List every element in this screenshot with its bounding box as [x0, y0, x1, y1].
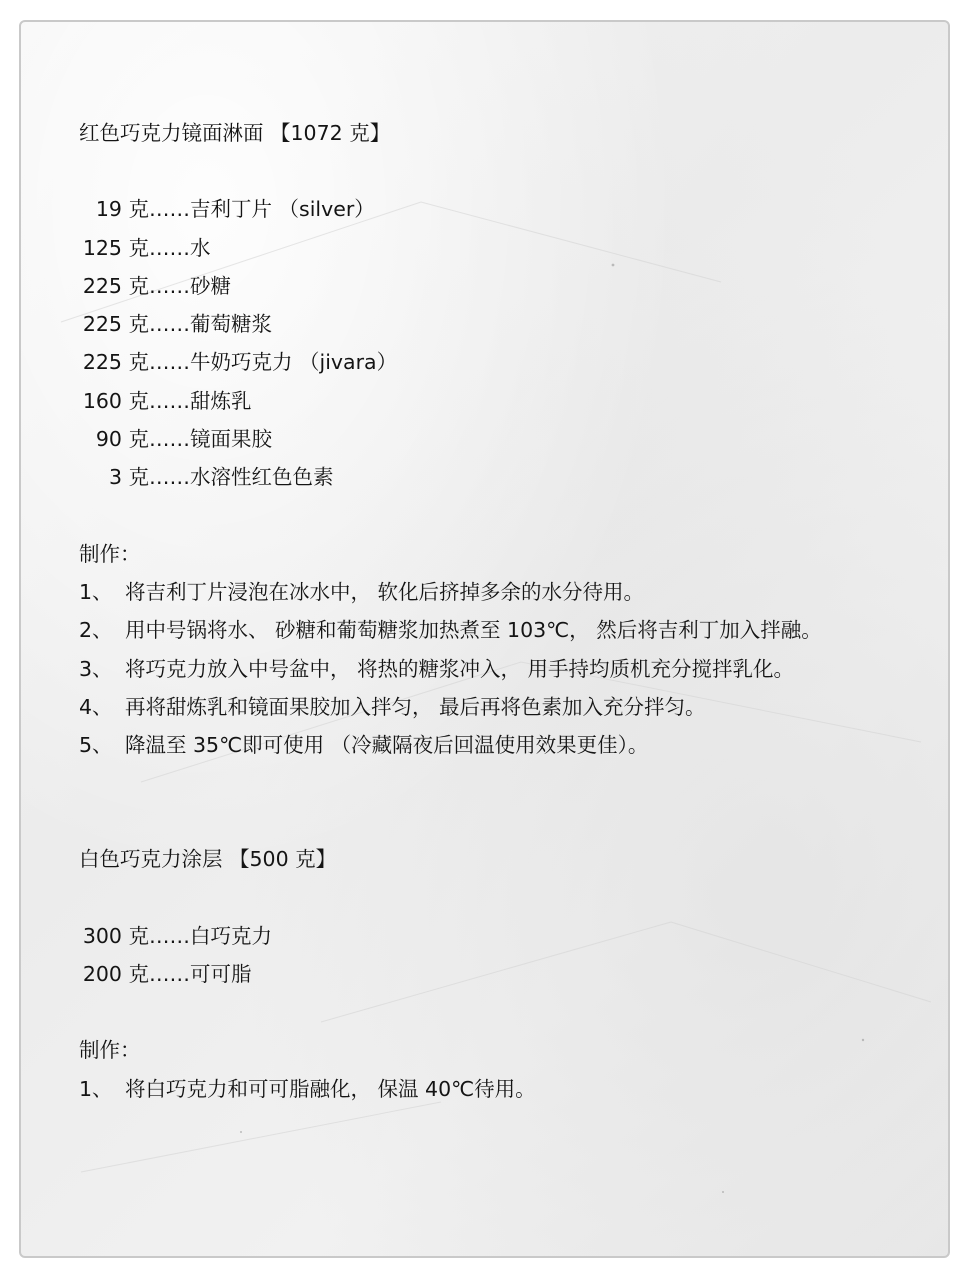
step-row — [79, 726, 928, 764]
ingredient-row — [79, 382, 928, 420]
step-number: 2、 — [79, 618, 113, 643]
ingredient-qty: 300 克 — [82, 923, 149, 948]
ingredient-name: ……甜炼乳 — [149, 388, 252, 413]
ingredient-row — [79, 343, 928, 381]
step-list-red-glaze — [79, 573, 928, 764]
step-list-white-coating — [79, 1070, 928, 1108]
method-label: 制作： — [79, 1038, 141, 1063]
paper-sheet — [19, 20, 950, 1258]
ingredient-row — [79, 917, 928, 955]
ingredient-name: ……砂糖 — [149, 273, 231, 298]
step-text: 将吉利丁片浸泡在冰水中， 软化后挤掉多余的水分待用。 — [125, 579, 645, 604]
step-text: 再将甜炼乳和镜面果胶加入拌匀， 最后再将色素加入充分拌匀。 — [125, 694, 706, 719]
ingredient-name: ……葡萄糖浆 — [149, 312, 272, 337]
ingredient-list-red-glaze — [79, 190, 928, 496]
step-row — [79, 1070, 928, 1108]
ingredient-row — [79, 955, 928, 993]
step-row — [79, 688, 928, 726]
ingredient-name: ……吉利丁片 （silver） — [149, 197, 375, 222]
ingredient-name: ……白巧克力 — [149, 923, 272, 948]
step-number: 5、 — [79, 733, 113, 758]
ingredient-qty: 200 克 — [82, 962, 149, 987]
ingredient-qty: 160 克 — [82, 388, 149, 413]
ingredient-row — [79, 420, 928, 458]
ingredient-row — [79, 190, 928, 228]
step-number: 1、 — [79, 579, 113, 604]
ingredient-qty: 125 克 — [82, 235, 149, 260]
step-text: 降温至 35℃即可使用 （冷藏隔夜后回温使用效果更佳）。 — [125, 733, 649, 758]
ingredient-qty: 90 克 — [95, 427, 149, 452]
ingredient-qty: 225 克 — [82, 273, 149, 298]
ingredient-name: ……水 — [149, 235, 211, 260]
step-text: 将巧克力放入中号盆中， 将热的糖浆冲入， 用手持均质机充分搅拌乳化。 — [125, 656, 795, 681]
step-number: 1、 — [79, 1076, 113, 1101]
ingredient-name: ……可可脂 — [149, 962, 252, 987]
ingredient-row — [79, 305, 928, 343]
ingredient-row — [79, 458, 928, 496]
step-number: 3、 — [79, 656, 113, 681]
step-row — [79, 611, 928, 649]
ingredient-row — [79, 229, 928, 267]
ingredient-qty: 19 克 — [95, 197, 149, 222]
step-text: 用中号锅将水、 砂糖和葡萄糖浆加热煮至 103℃， 然后将吉利丁加入拌融。 — [125, 618, 822, 643]
ingredient-name: ……镜面果胶 — [149, 427, 272, 452]
recipe-content — [79, 114, 928, 1108]
ingredient-row — [79, 267, 928, 305]
step-number: 4、 — [79, 694, 113, 719]
step-row — [79, 650, 928, 688]
ingredient-list-white-coating — [79, 917, 928, 994]
ingredient-qty: 225 克 — [82, 312, 149, 337]
step-text: 将白巧克力和可可脂融化， 保温 40℃待用。 — [125, 1076, 536, 1101]
ingredient-name: ……牛奶巧克力 （jivara） — [149, 350, 398, 375]
recipe-title-red-glaze: 红色巧克力镜面淋面 【1072 克】 — [79, 121, 391, 145]
ingredient-qty: 225 克 — [82, 350, 149, 375]
step-row — [79, 573, 928, 611]
method-label: 制作： — [79, 541, 141, 566]
ingredient-name: ……水溶性红色色素 — [149, 465, 334, 490]
recipe-title-white-coating: 白色巧克力涂层 【500 克】 — [79, 847, 337, 872]
ingredient-qty: 3 克 — [108, 465, 149, 490]
